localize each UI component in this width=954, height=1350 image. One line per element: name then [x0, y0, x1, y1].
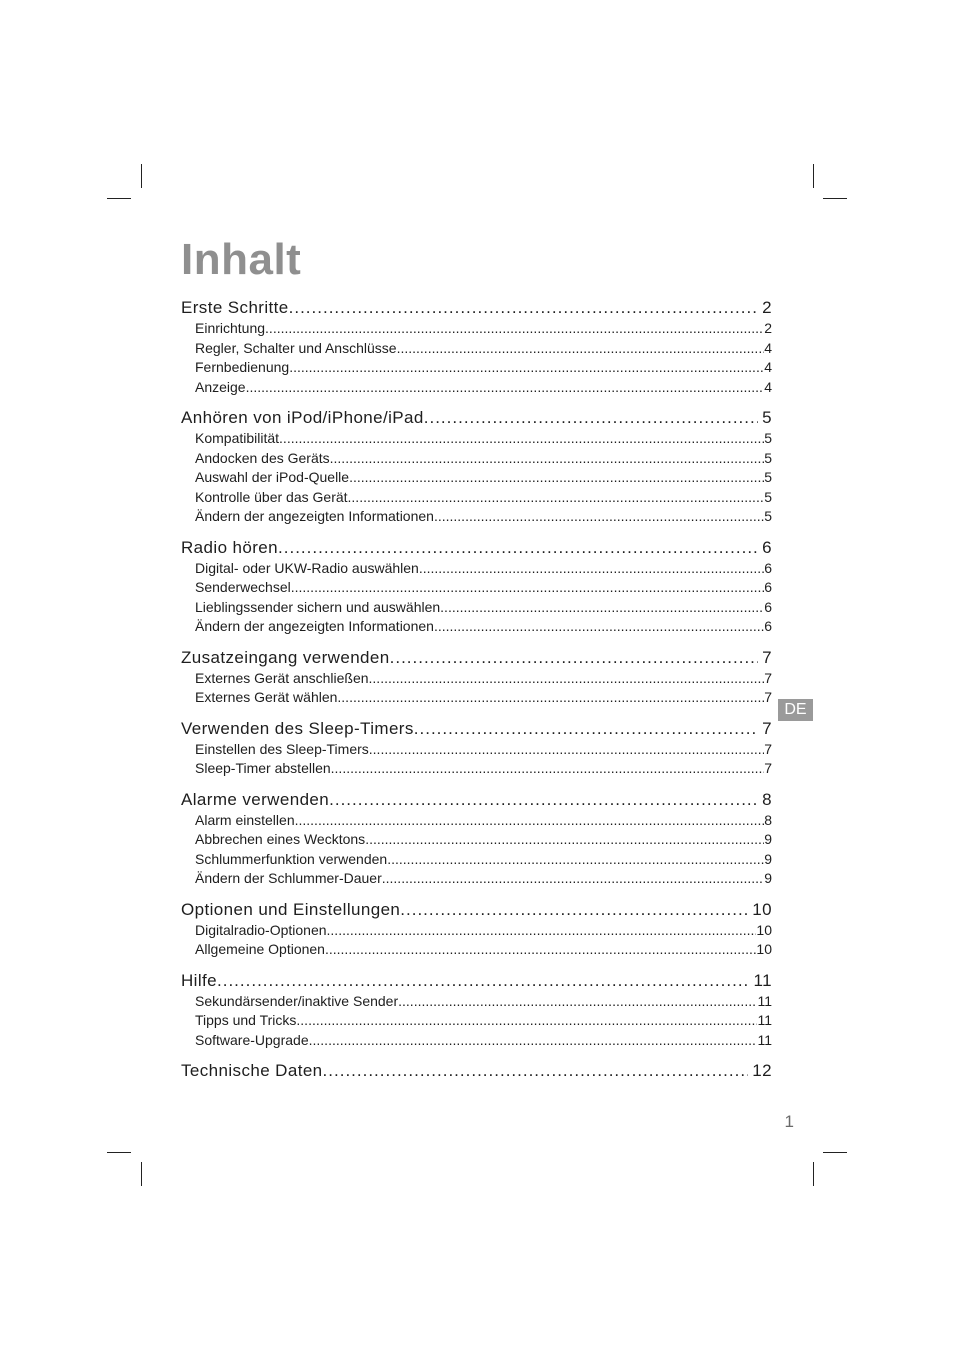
toc-heading-title: Zusatzeingang verwenden	[181, 647, 390, 667]
toc-entry-label: Senderwechsel	[195, 579, 291, 595]
toc-entry-label: Alarm einstellen	[195, 811, 295, 828]
crop-mark-bottom-left-vertical	[141, 1162, 142, 1186]
leader-dots	[397, 339, 765, 359]
toc-entry-label: Andocken des Geräts	[195, 449, 330, 466]
leader-dots	[327, 921, 757, 941]
toc-entry-page: 4	[764, 378, 772, 395]
toc-entry-label: Ändern der angezeigten Informationen	[195, 508, 434, 524]
toc-entry[interactable]	[181, 378, 772, 398]
crop-mark-top-left-horizontal	[107, 198, 131, 199]
leader-dots	[369, 669, 765, 689]
toc-entry-page: 11	[757, 1031, 772, 1048]
toc-entry-label: Abbrechen eines Wecktons	[195, 831, 366, 847]
toc-entry-page: 6	[764, 618, 772, 634]
leader-dots	[349, 468, 764, 488]
toc-entry-page: 11	[757, 992, 772, 1009]
toc-entry-page: 9	[764, 870, 772, 886]
toc-section	[181, 646, 772, 708]
leader-dots	[295, 811, 765, 831]
toc-entry-page: 9	[764, 850, 772, 867]
toc-entry-page: 7	[764, 689, 772, 705]
toc-entry[interactable]	[181, 488, 772, 508]
toc-entry-label: Externes Gerät anschließen	[195, 669, 369, 686]
toc-section	[181, 406, 772, 527]
toc-entry[interactable]	[181, 688, 772, 708]
toc-entry-page: 4	[764, 339, 772, 356]
toc-entry[interactable]	[181, 921, 772, 941]
toc-section	[181, 788, 772, 889]
leader-dots	[398, 992, 757, 1012]
toc-entry-page: 10	[756, 941, 772, 957]
toc-entry-page: 10	[756, 921, 772, 938]
toc-entry-label: Sekundärsender/inaktive Sender	[195, 992, 399, 1009]
toc-heading-title: Optionen und Einstellungen	[181, 899, 401, 919]
leader-dots	[387, 850, 764, 870]
leader-dots	[323, 1059, 749, 1082]
toc-entry-page: 6	[764, 579, 772, 595]
leader-dots	[434, 617, 764, 637]
toc-entry-page: 7	[764, 740, 772, 757]
leader-dots	[309, 1031, 758, 1051]
toc-heading[interactable]	[181, 969, 772, 992]
toc-entry-label: Digital- oder UKW-Radio auswählen	[195, 559, 419, 576]
toc-entry-page: 7	[764, 760, 772, 776]
leader-dots	[329, 788, 758, 811]
toc-entry-page: 7	[764, 669, 772, 686]
toc-entry-page: 5	[764, 469, 772, 485]
leader-dots	[325, 940, 756, 960]
toc-section	[181, 536, 772, 637]
toc-heading-page: 5	[762, 408, 772, 427]
toc-entry[interactable]	[181, 339, 772, 359]
leader-dots	[279, 429, 764, 449]
toc-entry[interactable]	[181, 468, 772, 488]
toc-entry[interactable]	[181, 830, 772, 850]
leader-dots	[296, 1011, 757, 1031]
leader-dots	[424, 406, 758, 429]
toc-entry[interactable]	[181, 811, 772, 831]
toc-entry[interactable]	[181, 559, 772, 579]
toc-entry-label: Digitalradio-Optionen	[195, 921, 327, 938]
toc-heading[interactable]	[181, 296, 772, 319]
leader-dots	[382, 869, 764, 889]
leader-dots	[400, 898, 748, 921]
toc-heading[interactable]	[181, 646, 772, 669]
toc-heading[interactable]	[181, 536, 772, 559]
leader-dots	[246, 378, 765, 398]
toc-entry-label: Anzeige	[195, 378, 246, 395]
toc-section	[181, 1059, 772, 1082]
toc-entry[interactable]	[181, 449, 772, 469]
toc-entry-label: Ändern der angezeigten Informationen	[195, 618, 434, 634]
toc-entry[interactable]	[181, 759, 772, 779]
toc-entry[interactable]	[181, 358, 772, 378]
toc-entry-page: 8	[764, 811, 772, 828]
crop-mark-top-left-vertical	[141, 164, 142, 188]
leader-dots	[278, 536, 758, 559]
language-tab: DE	[778, 699, 813, 721]
leader-dots	[331, 759, 765, 779]
crop-mark-top-right-horizontal	[823, 198, 847, 199]
toc-heading-title: Verwenden des Sleep-Timers	[181, 718, 414, 738]
toc-entry[interactable]	[181, 992, 772, 1012]
toc-entry-page: 9	[764, 831, 772, 847]
toc-entry[interactable]	[181, 598, 772, 618]
toc-entry[interactable]	[181, 940, 772, 960]
toc-entry[interactable]	[181, 578, 772, 598]
leader-dots	[291, 578, 764, 598]
toc-entry-label: Kontrolle über das Gerät	[195, 488, 348, 505]
toc-heading-title: Radio hören	[181, 537, 279, 557]
toc-section	[181, 898, 772, 960]
crop-mark-bottom-right-horizontal	[823, 1152, 847, 1153]
toc-heading[interactable]	[181, 406, 772, 429]
toc-heading-title: Alarme verwenden	[181, 789, 330, 809]
toc-heading[interactable]	[181, 788, 772, 811]
toc-heading-page: 2	[762, 298, 772, 317]
page-number: 1	[784, 1112, 794, 1131]
toc-heading-page: 7	[762, 718, 772, 738]
toc-entry-page: 5	[764, 449, 772, 466]
leader-dots	[440, 598, 764, 618]
toc-heading-title: Anhören von iPod/iPhone/iPad	[181, 408, 424, 427]
toc-entry-label: Ändern der Schlummer-Dauer	[195, 870, 382, 886]
leader-dots	[330, 449, 765, 469]
leader-dots	[414, 717, 758, 740]
toc-heading-page: 8	[762, 789, 772, 809]
toc-entry-page: 5	[764, 430, 772, 446]
leader-dots	[365, 830, 764, 850]
crop-mark-bottom-left-horizontal	[107, 1152, 131, 1153]
toc-entry-page: 11	[757, 1012, 772, 1028]
toc-entry[interactable]	[181, 669, 772, 689]
toc-entry-page: 6	[764, 598, 772, 615]
toc-entry-page: 5	[764, 488, 772, 505]
toc-heading-page: 6	[762, 537, 772, 557]
leader-dots	[348, 488, 765, 508]
toc-heading[interactable]	[181, 717, 772, 740]
toc-entry-label: Einstellen des Sleep-Timers	[195, 740, 369, 757]
toc-heading-title: Hilfe	[181, 970, 218, 990]
toc-entry[interactable]	[181, 740, 772, 760]
toc-entry[interactable]	[181, 869, 772, 889]
toc-heading-title: Technische Daten	[181, 1061, 323, 1080]
toc-entry-label: Kompatibilität	[195, 430, 280, 446]
toc-heading[interactable]	[181, 898, 772, 921]
leader-dots	[289, 358, 764, 378]
toc-entry-label: Einrichtung	[195, 320, 266, 336]
toc-entry-label: Auswahl der iPod-Quelle	[195, 469, 350, 485]
leader-dots	[434, 507, 764, 527]
crop-mark-top-right-vertical	[813, 164, 814, 188]
toc-entry[interactable]	[181, 1011, 772, 1031]
toc-heading-page: 7	[762, 647, 772, 667]
leader-dots	[369, 740, 764, 760]
toc-section	[181, 969, 772, 1051]
toc-heading-page: 12	[752, 1061, 772, 1080]
toc-section	[181, 717, 772, 779]
toc-entry-label: Tipps und Tricks	[195, 1012, 297, 1028]
toc-heading-title: Erste Schritte	[181, 298, 289, 317]
toc-entry-page: 4	[764, 359, 772, 375]
toc-entry-page: 2	[764, 320, 772, 336]
leader-dots	[265, 319, 764, 339]
toc-entry[interactable]	[181, 617, 772, 637]
toc-entry-label: Sleep-Timer abstellen	[195, 760, 331, 776]
crop-mark-bottom-right-vertical	[813, 1162, 814, 1186]
toc-entry[interactable]	[181, 319, 772, 339]
toc-heading[interactable]	[181, 1059, 772, 1082]
toc-heading-page: 11	[753, 970, 772, 990]
toc-entry[interactable]	[181, 507, 772, 527]
toc-entry-label: Schlummerfunktion verwenden	[195, 850, 388, 867]
table-of-contents	[181, 296, 772, 1091]
toc-entry-label: Fernbedienung	[195, 359, 290, 375]
page-title: Inhalt	[181, 235, 302, 284]
toc-entry-label: Regler, Schalter und Anschlüsse	[195, 339, 397, 356]
toc-entry-label: Externes Gerät wählen	[195, 689, 338, 705]
leader-dots	[419, 559, 764, 579]
toc-entry-label: Lieblingssender sichern und auswählen	[195, 598, 441, 615]
toc-entry-label: Software-Upgrade	[195, 1031, 309, 1048]
toc-entry-page: 5	[764, 508, 772, 524]
leader-dots	[289, 296, 759, 319]
leader-dots	[217, 969, 750, 992]
toc-entry-page: 6	[764, 559, 772, 576]
leader-dots	[337, 688, 764, 708]
toc-entry[interactable]	[181, 850, 772, 870]
toc-entry[interactable]	[181, 1031, 772, 1051]
toc-section	[181, 296, 772, 397]
leader-dots	[390, 646, 759, 669]
toc-heading-page: 10	[752, 899, 772, 919]
toc-entry[interactable]	[181, 429, 772, 449]
toc-entry-label: Allgemeine Optionen	[195, 941, 325, 957]
